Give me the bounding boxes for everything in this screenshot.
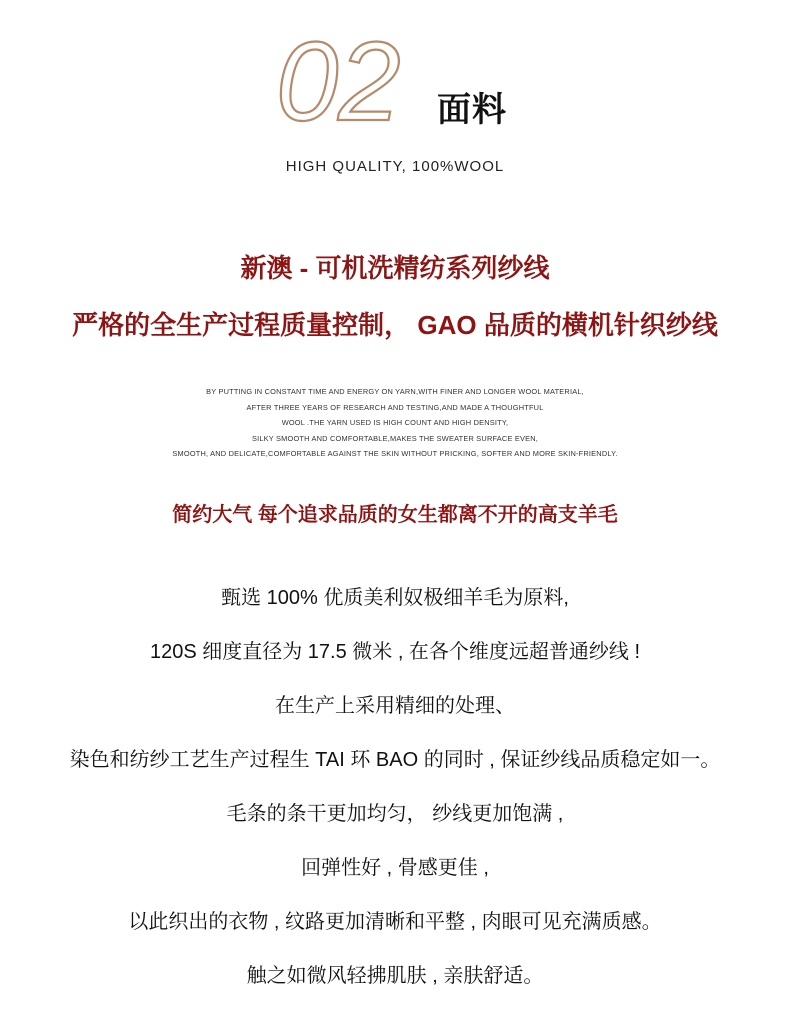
body-line: 触之如微风轻拂肌肤 , 亲肤舒适。 (246, 965, 544, 987)
section-number-text: 02 (276, 22, 401, 134)
section-number (272, 22, 432, 134)
section-subtitle: HIGH QUALITY, 100%WOOL (285, 158, 505, 175)
section-title: 面料 (437, 91, 507, 129)
headline-product: 新澳 - 可机洗精纺系列纱线 (240, 253, 550, 283)
body-line: 毛条的条干更加均匀， 纱线更加饱满 , (226, 803, 564, 825)
section-header (0, 22, 790, 132)
english-paragraph (0, 384, 790, 462)
headline-quality: 严格的全生产过程质量控制， GAO 品质的横机针织纱线 (72, 310, 718, 340)
tagline: 简约大气 每个追求品质的女生都离不开的高支羊毛 (172, 504, 618, 526)
english-line: SILKY SMOOTH AND COMFORTABLE,MAKES THE SWEATER SURFACE EVEN, (251, 433, 539, 443)
english-line: WOOL .THE YARN USED IS HIGH COUNT AND HIGH DENSITY, (281, 418, 509, 427)
english-line: SMOOTH, AND DELICATE,COMFORTABLE AGAINST THE SKIN WITHOUT PRICKING, SOFTER AND MORE SKIN-FRIENDLY. (172, 449, 618, 458)
body-line: 甄选 100% 优质美利奴极细羊毛为原料, (221, 587, 569, 609)
english-line: BY PUTTING IN CONSTANT TIME AND ENERGY ON YARN,WITH FINER AND LONGER WOOL MATERIAL, (206, 387, 584, 396)
body-line: 在生产上采用精细的处理、 (275, 695, 515, 717)
english-line: AFTER THREE YEARS OF RESEARCH AND TESTING,AND MADE A THOUGHTFUL (246, 402, 544, 412)
body-line: 染色和纺纱工艺生产过程生 TAI 环 BAO 的同时 , 保证纱线品质稳定如一。 (69, 749, 721, 771)
body-line: 120S 细度直径为 17.5 微米 , 在各个维度远超普通纱线 ! (149, 641, 641, 663)
body-text (0, 582, 790, 1014)
body-line: 回弹性好 , 骨感更佳 , (301, 857, 489, 879)
body-line: 以此织出的衣物 , 纹路更加清晰和平整 , 肉眼可见充满质感。 (128, 911, 662, 933)
section-number-graphic (272, 22, 432, 134)
